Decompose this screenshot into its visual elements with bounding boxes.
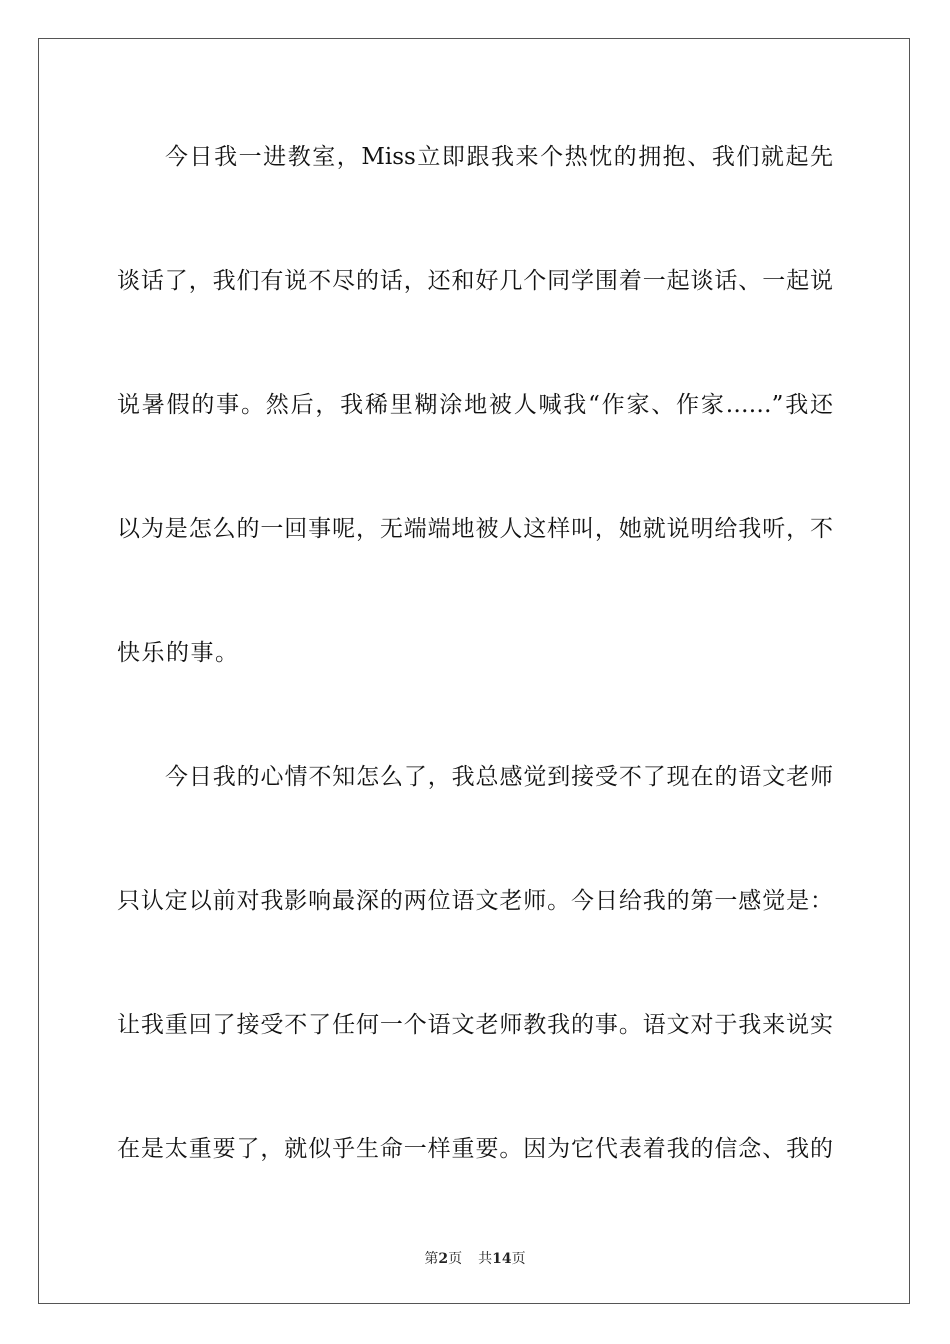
total-pages: 14 xyxy=(492,1251,512,1267)
paragraph-1-line-2: 谈话了，我们有说不尽的话，还和好几个同学围着一起谈话、一起说 xyxy=(117,268,833,294)
page-footer xyxy=(0,1248,950,1268)
paragraph-1-line-4: 以为是怎么的一回事呢，无端端地被人这样叫，她就说明给我听，不 xyxy=(117,516,833,542)
paragraph-2-line-1: 今日我的心情不知怎么了，我总感觉到接受不了现在的语文老师 xyxy=(165,764,833,790)
page-label-suffix: 页 xyxy=(448,1251,463,1267)
paragraph-1-line-3: 说暑假的事。然后，我稀里糊涂地被人喊我“作家、作家……”我还 xyxy=(117,392,833,418)
paragraph-2-line-3: 让我重回了接受不了任何一个语文老师教我的事。语文对于我来说实 xyxy=(117,1012,833,1038)
page-border xyxy=(38,38,910,1304)
paragraph-2-line-2: 只认定以前对我影响最深的两位语文老师。今日给我的第一感觉是： xyxy=(117,888,833,914)
page-label-prefix: 第 xyxy=(424,1251,439,1267)
paragraph-2-line-4: 在是太重要了，就似乎生命一样重要。因为它代表着我的信念、我的 xyxy=(117,1136,833,1162)
paragraph-1-line-1: 今日我一进教室，Miss立即跟我来个热忱的拥抱、我们就起先 xyxy=(165,144,833,170)
page-number: 2 xyxy=(438,1251,449,1267)
paragraph-1-line-5: 快乐的事。 xyxy=(117,640,240,666)
total-label-prefix: 共 xyxy=(478,1251,493,1267)
total-label-suffix: 页 xyxy=(511,1251,526,1267)
